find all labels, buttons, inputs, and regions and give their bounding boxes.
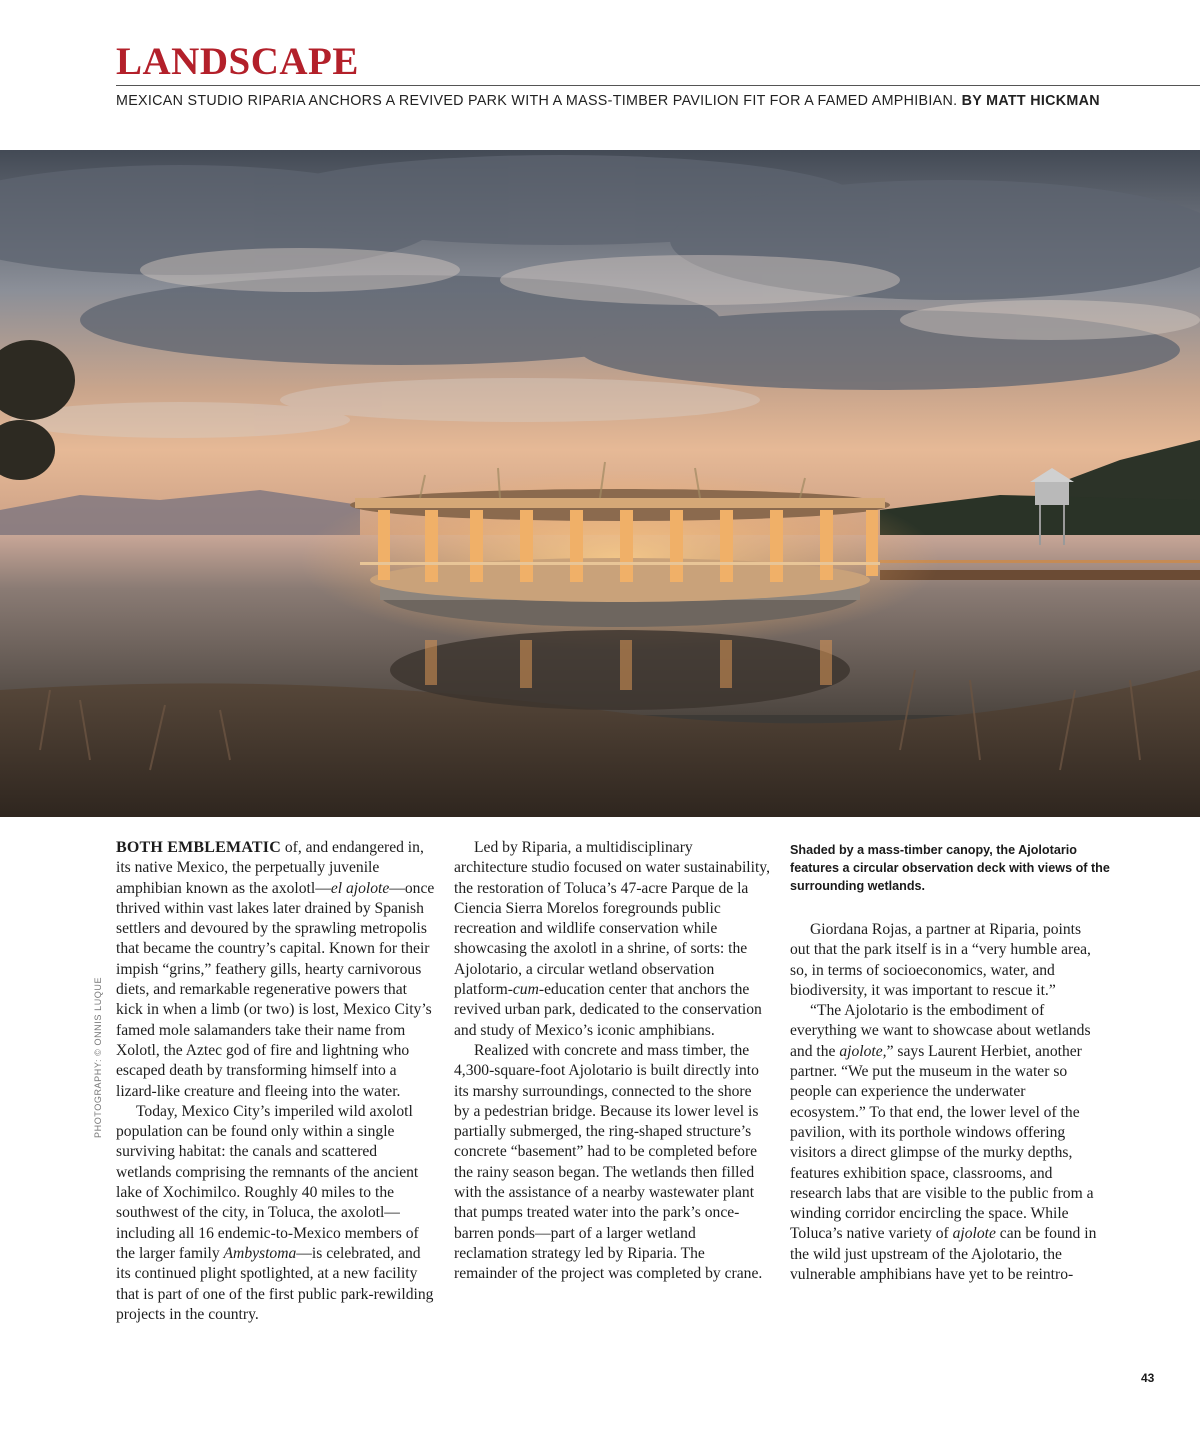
italic-text: ajolote <box>952 1225 996 1243</box>
deck-text: MEXICAN STUDIO RIPARIA ANCHORS A REVIVED PARK WITH A MASS-TIMBER PAVILION FIT FOR A FAMED AMPHIBIAN. <box>116 93 958 109</box>
article-paragraph-4: Realized with concrete and mass timber, the 4,300-square-foot Ajolotario is built directly into its marshy surroundings, connected to the shore by a pedestrian bridge. Because its lower level is partially submerged, the ring-shaped structure’s concrete “basement” had to be completed before the rainy season began. The wetlands then filled with the assistance of a nearby wastewater plant that pumps treated water into the park’s once-barren ponds—part of a larger wetland reclamation strategy led by Riparia. The remainder of the project was completed by crane. <box>454 1041 763 1283</box>
photo-caption: Shaded by a mass-timber canopy, the Ajolotario features a circular observation deck with views of the surrounding wetlands. <box>790 843 1110 893</box>
paragraph-text: -education center that anchors the revived urban park, dedicated to the conservation and study of Mexico’s iconic amphibians. <box>454 981 762 1039</box>
paragraph-text: ” says Laurent Herbiet, another partner. “We put the museum in the water so people can experience the underwater ecosystem.” To that end, the lower level of the pavilion, with its porthole windows offering visitors a direct glimpse of the murky depths, features exhibition space, classrooms, and research labs that are visible to the public from a winding corridor encircling the space. While Toluca’s native variety of <box>790 1042 1094 1243</box>
italic-text: el ajolote <box>330 879 390 897</box>
article-paragraph-5: Giordana Rojas, a partner at Riparia, points out that the park itself is in a “very humble area, so, in terms of socioeconomics, water, and biodiversity, it was important to rescue it.” <box>790 921 1091 999</box>
byline: BY MATT HICKMAN <box>961 93 1100 109</box>
article-paragraph-1 <box>116 838 436 1102</box>
italic-text: Ambystoma <box>223 1244 297 1262</box>
paragraph-text: Led by Riparia, a multidisciplinary architecture studio focused on water sustainability, the restoration of Toluca’s 47-acre Parque de la Ciencia Sierra Morelos foregrounds public recreation and wildlife conservation while showcasing the axolotl in a shrine, of sorts: the Ajolotario, a circular wetland observation platform- <box>454 839 770 999</box>
article-paragraph-6 <box>790 1001 1102 1285</box>
italic-text: ajolote, <box>839 1042 887 1060</box>
page-number: 43 <box>1141 1371 1155 1385</box>
landscape-photo-icon <box>0 150 1200 817</box>
paragraph-text: —once thrived within vast lakes later drained by Spanish settlers and devoured by the sprawling metropolis that became the country’s capital. Known for their impish “grins,” feathery gills, hearty carnivorous diets, and remarkable regenerative powers that kick in when a limb (or two) is lost, Mexico City’s famed mole salamanders take their name from Xolotl, the Aztec god of fire and lightning who escaped death by transforming himself into a lizard-like creature and fleeing into the water. <box>116 879 435 1100</box>
article-deck <box>116 92 1200 110</box>
paragraph-text: can be found in the wild just upstream of the Ajolotario, the vulnerable amphibians have yet to be reintro- <box>790 1225 1097 1284</box>
paragraph-text: of, and endangered in, its native Mexico, the perpetually juvenile amphibian known as the axolotl— <box>116 839 424 897</box>
article-column-3 <box>790 920 1102 1285</box>
italic-text: cum <box>512 981 539 999</box>
header-rule <box>116 85 1200 86</box>
landscape-photo <box>0 150 1200 817</box>
section-title: LANDSCAPE <box>116 40 359 83</box>
article-column-2 <box>454 838 770 1285</box>
article-paragraph-2 <box>116 1102 436 1325</box>
article-paragraph-3 <box>454 838 770 1041</box>
paragraph-text: “The Ajolotario is the embodiment of everything we want to showcase about wetlands and the <box>790 1002 1091 1060</box>
lead-in: BOTH EMBLEMATIC <box>116 839 281 856</box>
paragraph-text: —is celebrated, and its continued plight spotlighted, at a new facility that is part of one of the first public park-rewilding projects in the country. <box>116 1244 434 1323</box>
photo-credit: PHOTOGRAPHY: © ONNIS LUQUE <box>93 976 103 1138</box>
article-column-1 <box>116 838 436 1325</box>
paragraph-text: Today, Mexico City’s imperiled wild axolotl population can be found only within a single surviving habitat: the canals and scattered wetlands comprising the remnants of the ancient lake of Xochimilco. Roughly 40 miles to the southwest of the city, in Toluca, the axolotl—including all 16 endemic-to-Mexico members of the larger family <box>116 1102 419 1262</box>
